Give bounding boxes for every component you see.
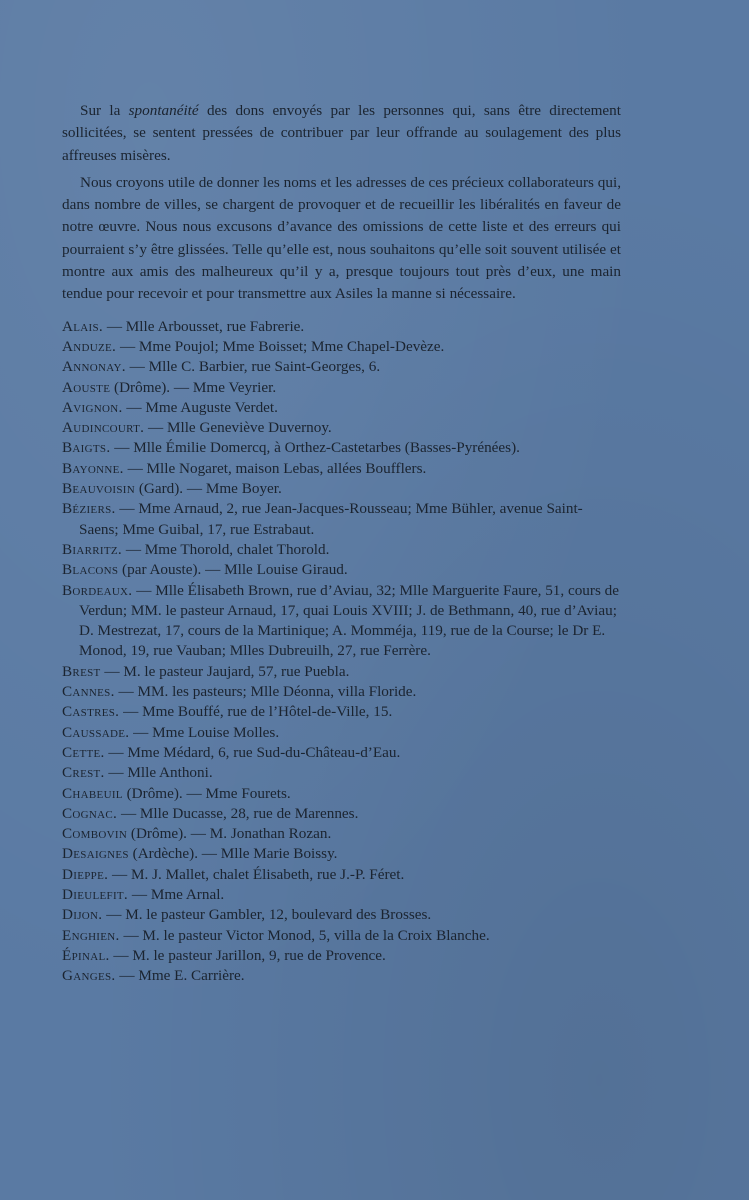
city-name: Chabeuil (62, 784, 123, 802)
entry-text: (Gard). — Mme Boyer. (135, 480, 282, 498)
list-entry (62, 865, 621, 885)
list-entry (62, 885, 621, 905)
entry-text: — Mlle Ducasse, 28, rue de Marennes. (117, 804, 359, 822)
entry-text: — Mlle C. Barbier, rue Saint-Georges, 6. (125, 358, 381, 376)
city-name: Épinal. (62, 946, 110, 964)
city-name: Cognac. (62, 804, 118, 822)
entry-text: — Mme Arnal. (128, 885, 225, 903)
list-entry (62, 702, 621, 722)
entry-text: — M. le pasteur Jaujard, 57, rue Puebla. (100, 662, 350, 680)
city-name: Crest. (62, 764, 105, 782)
list-entry (62, 662, 621, 682)
city-name: Cette. (62, 743, 105, 761)
entry-text: — M. le pasteur Victor Monod, 5, villa de la Croix Blanche. (119, 926, 490, 944)
list-entry (62, 926, 621, 946)
entry-text: — Mme Louise Molles. (129, 723, 280, 741)
list-entry (62, 581, 621, 662)
entry-text: — M. le pasteur Jarillon, 9, rue de Provence. (109, 946, 386, 964)
entry-text: — Mlle Geneviève Duvernoy. (144, 419, 332, 437)
list-entry (62, 540, 621, 560)
city-name: Annonay. (62, 358, 126, 376)
entry-text: — MM. les pasteurs; Mlle Déonna, villa Floride. (114, 683, 417, 701)
list-entry (62, 398, 621, 418)
entry-text: (par Aouste). — Mlle Louise Giraud. (118, 561, 348, 579)
city-name: Castres. (62, 703, 120, 721)
list-entry (62, 946, 621, 966)
city-name: Desaignes (62, 845, 129, 863)
city-name: Biarritz. (62, 540, 123, 558)
list-entry (62, 438, 621, 458)
list-entry (62, 479, 621, 499)
intro-lead: Sur la (80, 102, 129, 119)
city-name: Aouste (62, 378, 111, 396)
list-entry (62, 966, 621, 986)
intro-rest: des dons envoyés par les personnes qui, sans être directement sollicitées, se sentent pressées de contribuer par leur offrande au soulagement des plus affreuses misères. (62, 102, 621, 164)
city-name: Dieulefit. (62, 885, 129, 903)
entry-text: (Drôme). — Mme Veyrier. (110, 378, 277, 396)
list-entry (62, 378, 621, 398)
entry-text: — Mme Poujol; Mme Boisset; Mme Chapel-Devèze. (116, 337, 445, 355)
intro-paragraph (62, 100, 621, 167)
entry-text: — Mlle Émilie Domercq, à Orthez-Castetarbes (Basses-Pyrénées). (110, 439, 520, 457)
list-entry (62, 357, 621, 377)
city-name: Ganges. (62, 967, 116, 985)
city-name: Blacons (62, 561, 119, 579)
city-name: Dijon. (62, 906, 103, 924)
entry-text: (Ardèche). — Mlle Marie Boissy. (128, 845, 338, 863)
entry-text: — Mme Thorold, chalet Thorold. (122, 540, 330, 558)
entry-text: — Mme Bouffé, rue de l’Hôtel-de-Ville, 15. (119, 703, 393, 721)
city-name: Combovin (62, 825, 128, 843)
list-entry (62, 337, 621, 357)
explanation-paragraph: Nous croyons utile de donner les noms et les adresses de ces précieux collaborateurs qui, dans nombre de villes, se chargent de provoquer et de recueillir les libéralités en faveur de notre œuvre. Nous nous excusons d’avance des omissions de cette liste et des erreurs qui pourraient s’y être glissées. Telle qu’elle est, nous souhaitons qu’elle soit souvent utilisée et montre aux amis des malheureux qu’il y a, presque toujours tout près d’eux, une main tendue pour recevoir et pour transmettre aux Asiles la manne si nécessaire. (62, 173, 621, 303)
entry-text: (Drôme). — Mme Fourets. (122, 784, 291, 802)
list-entry (62, 844, 621, 864)
entry-text: — Mme Arnaud, 2, rue Jean-Jacques-Rousseau; Mme Bühler, avenue Saint-Saens; Mme Guibal, 17, rue Estrabaut. (79, 500, 583, 538)
entry-text: (Drôme). — M. Jonathan Rozan. (127, 825, 332, 843)
city-name: Enghien. (62, 926, 120, 944)
city-name: Bayonne. (62, 459, 124, 477)
list-entry (62, 560, 621, 580)
list-entry (62, 763, 621, 783)
city-name: Cannes. (62, 683, 115, 701)
list-entry (62, 784, 621, 804)
list-entry (62, 723, 621, 743)
entry-text: — M. le pasteur Gambler, 12, boulevard des Brosses. (102, 906, 432, 924)
city-name: Baigts. (62, 439, 111, 457)
city-name: Béziers. (62, 500, 116, 518)
list-entry (62, 317, 621, 337)
city-name: Alais. (62, 317, 104, 335)
city-name: Caussade. (62, 723, 130, 741)
city-name: Brest (62, 662, 101, 680)
entry-text: — M. J. Mallet, chalet Élisabeth, rue J.-P. Féret. (108, 865, 405, 883)
list-entry (62, 743, 621, 763)
entry-text: — Mlle Élisabeth Brown, rue d’Aviau, 32; Mlle Marguerite Faure, 51, cours de Verdun; MM. le pasteur Arnaud, 17, quai Louis XVIII; J. de Bethmann, 40, rue d’Aviau; D. Mestrezat, 17, cours de la Martinique; A. Momméja, 119, rue de la Course; le Dr E. Monod, 19, rue Vauban; Mlles Dubreuilh, 27, rue Ferrère. (79, 581, 619, 660)
list-entry (62, 499, 621, 540)
list-entry (62, 418, 621, 438)
entry-text: — Mlle Nogaret, maison Lebas, allées Boufflers. (123, 459, 427, 477)
city-name: Dieppe. (62, 865, 109, 883)
entry-text: — Mlle Arbousset, rue Fabrerie. (103, 317, 305, 335)
entry-text: — Mlle Anthoni. (104, 764, 213, 782)
city-name: Bordeaux. (62, 581, 133, 599)
list-entry (62, 459, 621, 479)
list-entry (62, 804, 621, 824)
list-entry (62, 905, 621, 925)
city-name: Avignon. (62, 398, 123, 416)
correspondents-list (62, 317, 621, 987)
intro-emphasis: spontanéité (128, 102, 199, 119)
city-name: Audincourt. (62, 419, 145, 437)
list-entry (62, 824, 621, 844)
list-entry (62, 682, 621, 702)
entry-text: — Mme Auguste Verdet. (122, 398, 278, 416)
entry-text: — Mme Médard, 6, rue Sud-du-Château-d’Eau. (104, 743, 401, 761)
city-name: Anduze. (62, 337, 117, 355)
city-name: Beauvoisin (62, 480, 136, 498)
entry-text: — Mme E. Carrière. (115, 967, 245, 985)
